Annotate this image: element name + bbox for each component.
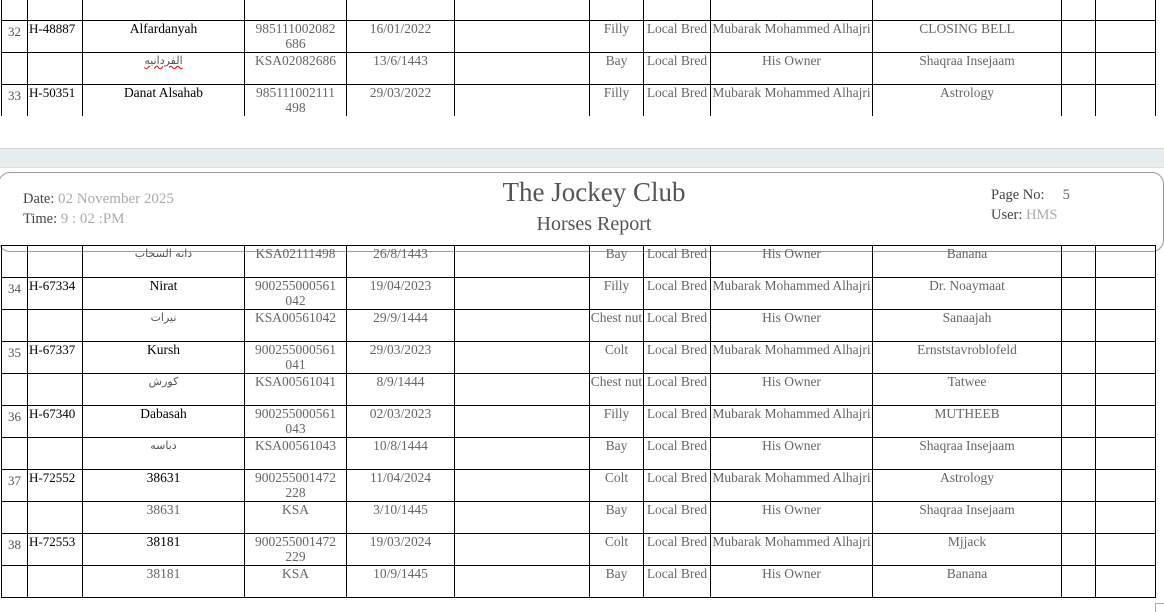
row-number: [2, 0, 28, 21]
page-label: Page No:: [991, 187, 1045, 203]
horse-name: 38181: [83, 534, 245, 566]
row-number: [2, 566, 28, 598]
extra-cell: [1096, 21, 1156, 53]
extra-cell: [1096, 310, 1156, 342]
horse-code: H-72552: [28, 470, 83, 502]
extra-cell: [1062, 566, 1096, 598]
sire-name: Mjjack: [873, 534, 1062, 566]
birth-date: 16/01/2022: [347, 21, 455, 53]
horse-code: H-48887: [28, 21, 83, 53]
breed-type: Local Bred: [644, 342, 711, 374]
owner-name: Mubarak Mohammed Alhajri: [711, 342, 873, 374]
breed-type: Local Bred: [644, 21, 711, 53]
sire-name: Banana: [873, 246, 1062, 278]
horse-code: H-67340: [28, 406, 83, 438]
horse-id: 900255000561 043: [245, 406, 347, 438]
horse-id: KSA02082686: [245, 53, 347, 85]
extra-cell: [1062, 310, 1096, 342]
breed-type: [644, 0, 711, 21]
table-row: [2, 502, 1156, 534]
row-number: [2, 502, 28, 534]
extra-cell: [1062, 406, 1096, 438]
table-row: [2, 374, 1156, 406]
table-row: [2, 0, 1156, 21]
sire-name: Shaqraa Insejaam: [873, 438, 1062, 470]
horse-name: دانه السحاب: [83, 246, 245, 278]
note-cell: [455, 278, 590, 310]
extra-cell: [1062, 470, 1096, 502]
horse-id: 900255001472 229: [245, 534, 347, 566]
horses-table-top: [1, 0, 1156, 117]
breed-type: Local Bred: [644, 374, 711, 406]
horse-code: H-50351: [28, 85, 83, 117]
page-separator: [0, 148, 1164, 168]
table-row: [2, 534, 1156, 566]
table-row: [2, 278, 1156, 310]
horse-color-sex: Bay: [590, 246, 644, 278]
note-cell: [455, 534, 590, 566]
horse-name: Dabasah: [83, 406, 245, 438]
horse-id: KSA02111498: [245, 246, 347, 278]
extra-cell: [1096, 342, 1156, 374]
row-number: 38: [2, 534, 28, 566]
horse-color-sex: Filly: [590, 85, 644, 117]
note-cell: [455, 406, 590, 438]
horse-name: كورش: [83, 374, 245, 406]
page-number: 5: [1062, 187, 1070, 203]
sire-name: Shaqraa Insejaam: [873, 53, 1062, 85]
owner-name: Mubarak Mohammed Alhajri: [711, 406, 873, 438]
sire-name: Astrology: [873, 85, 1062, 117]
report-page-user: [991, 185, 1070, 225]
horse-id: KSA00561042: [245, 310, 347, 342]
row-number: [2, 310, 28, 342]
note-cell: [455, 85, 590, 117]
horse-code: [28, 246, 83, 278]
horse-name: Kursh: [83, 342, 245, 374]
top-rows: [2, 0, 1156, 117]
breed-type: Local Bred: [644, 278, 711, 310]
row-number: 37: [2, 470, 28, 502]
note-cell: [455, 53, 590, 85]
owner-name: Mubarak Mohammed Alhajri: [711, 21, 873, 53]
horse-color-sex: Bay: [590, 502, 644, 534]
horse-name: Alfardanyah: [83, 21, 245, 53]
horse-name: نيرات: [83, 310, 245, 342]
birth-date: 29/9/1444: [347, 310, 455, 342]
table-row: [2, 438, 1156, 470]
horse-code: [28, 374, 83, 406]
horse-id: 985111002111 498: [245, 85, 347, 117]
sire-name: Astrology: [873, 470, 1062, 502]
date-label: Date:: [23, 191, 55, 207]
extra-cell: [1096, 406, 1156, 438]
table-row: [2, 406, 1156, 438]
horse-color-sex: Chest nut: [590, 374, 644, 406]
owner-name: His Owner: [711, 502, 873, 534]
date-value: 02 November 2025: [58, 191, 174, 207]
birth-date: 10/8/1444: [347, 438, 455, 470]
row-number: [2, 246, 28, 278]
birth-date: 29/03/2022: [347, 85, 455, 117]
horse-code: [28, 566, 83, 598]
horse-id: 900255001472 228: [245, 470, 347, 502]
row-number: [2, 374, 28, 406]
sire-name: Sanaajah: [873, 310, 1062, 342]
horse-color-sex: Colt: [590, 534, 644, 566]
row-number: [2, 53, 28, 85]
table-row: [2, 21, 1156, 53]
page-corner-mark: [1155, 603, 1164, 612]
report-header: [0, 172, 1164, 252]
birth-date: 13/6/1443: [347, 53, 455, 85]
horse-code: [28, 53, 83, 85]
horse-id: [245, 0, 347, 21]
breed-type: Local Bred: [644, 246, 711, 278]
breed-type: Local Bred: [644, 310, 711, 342]
horse-name: الفردانيه: [83, 53, 245, 85]
horse-name: Danat Alsahab: [83, 85, 245, 117]
extra-cell: [1062, 85, 1096, 117]
sire-name: MUTHEEB: [873, 406, 1062, 438]
horse-code: [28, 310, 83, 342]
user-label: User:: [991, 207, 1023, 223]
owner-name: Mubarak Mohammed Alhajri: [711, 85, 873, 117]
extra-cell: [1062, 0, 1096, 21]
horse-name: 38181: [83, 566, 245, 598]
table-row: [2, 85, 1156, 117]
extra-cell: [1062, 374, 1096, 406]
horse-color-sex: Bay: [590, 566, 644, 598]
breed-type: Local Bred: [644, 534, 711, 566]
sire-name: Dr. Noaymaat: [873, 278, 1062, 310]
table-row: [2, 246, 1156, 278]
breed-type: Local Bred: [644, 53, 711, 85]
note-cell: [455, 21, 590, 53]
horses-table-bottom: [1, 245, 1156, 598]
extra-cell: [1062, 21, 1096, 53]
note-cell: [455, 246, 590, 278]
extra-cell: [1096, 85, 1156, 117]
note-cell: [455, 502, 590, 534]
owner-name: His Owner: [711, 374, 873, 406]
horse-id: KSA: [245, 502, 347, 534]
row-number: 32: [2, 21, 28, 53]
sire-name: CLOSING BELL: [873, 21, 1062, 53]
horse-color-sex: Colt: [590, 470, 644, 502]
birth-date: [347, 0, 455, 21]
note-cell: [455, 438, 590, 470]
owner-name: His Owner: [711, 566, 873, 598]
birth-date: 8/9/1444: [347, 374, 455, 406]
row-number: 35: [2, 342, 28, 374]
sire-name: Ernststavroblofeld: [873, 342, 1062, 374]
row-number: 34: [2, 278, 28, 310]
owner-name: Mubarak Mohammed Alhajri: [711, 534, 873, 566]
horse-color-sex: Chest nut: [590, 310, 644, 342]
note-cell: [455, 566, 590, 598]
user-value: HMS: [1026, 207, 1058, 223]
birth-date: 19/04/2023: [347, 278, 455, 310]
extra-cell: [1096, 374, 1156, 406]
extra-cell: [1062, 502, 1096, 534]
horse-color-sex: Filly: [590, 406, 644, 438]
horse-id: KSA: [245, 566, 347, 598]
sire-name: Banana: [873, 566, 1062, 598]
table-row: [2, 310, 1156, 342]
sire-name: Tatwee: [873, 374, 1062, 406]
row-number: [2, 438, 28, 470]
birth-date: 3/10/1445: [347, 502, 455, 534]
time-label: Time:: [23, 211, 58, 227]
birth-date: 29/03/2023: [347, 342, 455, 374]
owner-name: [711, 0, 873, 21]
extra-cell: [1096, 246, 1156, 278]
table-row: [2, 470, 1156, 502]
extra-cell: [1096, 53, 1156, 85]
extra-cell: [1096, 0, 1156, 21]
birth-date: 26/8/1443: [347, 246, 455, 278]
owner-name: Mubarak Mohammed Alhajri: [711, 470, 873, 502]
table-row: [2, 566, 1156, 598]
extra-cell: [1096, 278, 1156, 310]
row-number: 33: [2, 85, 28, 117]
extra-cell: [1096, 566, 1156, 598]
breed-type: Local Bred: [644, 502, 711, 534]
note-cell: [455, 310, 590, 342]
note-cell: [455, 342, 590, 374]
row-number: 36: [2, 406, 28, 438]
extra-cell: [1062, 534, 1096, 566]
birth-date: 11/04/2024: [347, 470, 455, 502]
breed-type: Local Bred: [644, 470, 711, 502]
owner-name: His Owner: [711, 438, 873, 470]
extra-cell: [1096, 534, 1156, 566]
extra-cell: [1062, 438, 1096, 470]
extra-cell: [1096, 502, 1156, 534]
time-value: 9 : 02 :PM: [60, 211, 125, 227]
horse-code: [28, 502, 83, 534]
horse-code: H-72553: [28, 534, 83, 566]
horse-color-sex: Bay: [590, 438, 644, 470]
horse-code: H-67334: [28, 278, 83, 310]
horse-id: 985111002082 686: [245, 21, 347, 53]
horse-id: KSA00561043: [245, 438, 347, 470]
horse-id: KSA00561041: [245, 374, 347, 406]
horse-color-sex: Filly: [590, 21, 644, 53]
extra-cell: [1062, 278, 1096, 310]
horse-color-sex: [590, 0, 644, 21]
breed-type: Local Bred: [644, 438, 711, 470]
birth-date: 02/03/2023: [347, 406, 455, 438]
sire-name: [873, 0, 1062, 21]
sire-name: Shaqraa Insejaam: [873, 502, 1062, 534]
horse-id: 900255000561 042: [245, 278, 347, 310]
horse-id: 900255000561 041: [245, 342, 347, 374]
extra-cell: [1062, 53, 1096, 85]
owner-name: His Owner: [711, 246, 873, 278]
horse-color-sex: Colt: [590, 342, 644, 374]
horse-name: 38631: [83, 470, 245, 502]
horse-color-sex: Bay: [590, 53, 644, 85]
owner-name: His Owner: [711, 53, 873, 85]
note-cell: [455, 374, 590, 406]
horse-name: دباسه: [83, 438, 245, 470]
report-subtitle: Horses Report: [536, 213, 652, 235]
table-row: [2, 342, 1156, 374]
extra-cell: [1096, 438, 1156, 470]
horse-code: [28, 438, 83, 470]
horse-name: [83, 0, 245, 21]
horse-name: 38631: [83, 502, 245, 534]
extra-cell: [1096, 470, 1156, 502]
note-cell: [455, 0, 590, 21]
breed-type: Local Bred: [644, 406, 711, 438]
extra-cell: [1062, 246, 1096, 278]
breed-type: Local Bred: [644, 85, 711, 117]
bottom-rows: [2, 246, 1156, 598]
horse-color-sex: Filly: [590, 278, 644, 310]
owner-name: Mubarak Mohammed Alhajri: [711, 278, 873, 310]
birth-date: 10/9/1445: [347, 566, 455, 598]
horse-name: Nirat: [83, 278, 245, 310]
horse-code: [28, 0, 83, 21]
report-title: The Jockey Club: [502, 177, 686, 207]
breed-type: Local Bred: [644, 566, 711, 598]
owner-name: His Owner: [711, 310, 873, 342]
horse-code: H-67337: [28, 342, 83, 374]
note-cell: [455, 470, 590, 502]
birth-date: 19/03/2024: [347, 534, 455, 566]
extra-cell: [1062, 342, 1096, 374]
table-row: [2, 53, 1156, 85]
